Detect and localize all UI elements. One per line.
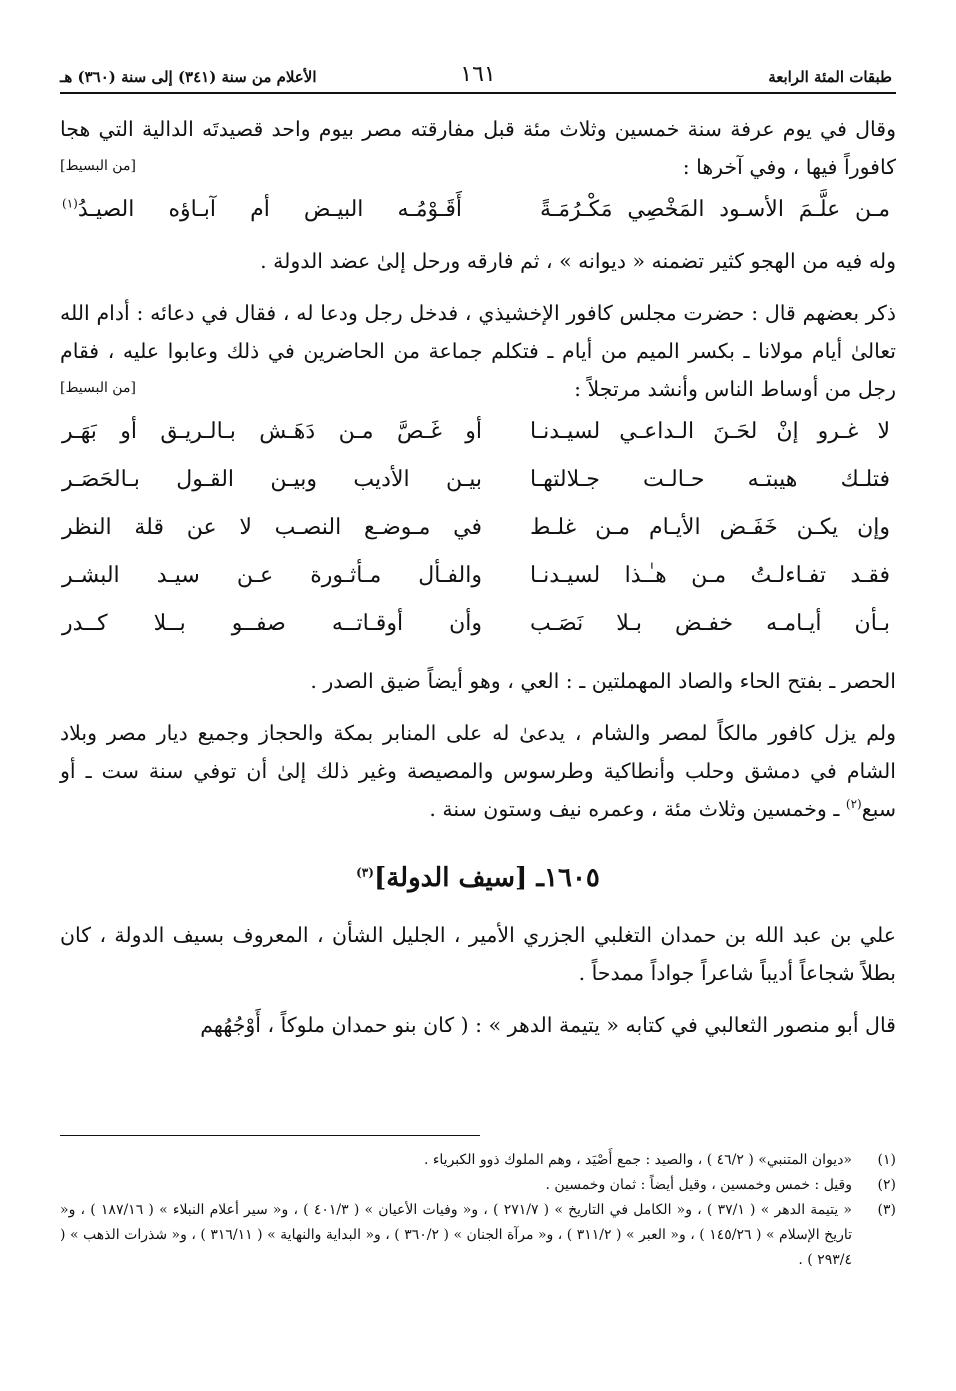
verse-second-hemistich: بيـن الأديب وبيـن القـول بـالحَصَـر bbox=[62, 467, 482, 492]
verse-second-hemistich: في مـوضـع النصـب لا عن قلة النظر bbox=[62, 515, 482, 540]
footnote-rule bbox=[60, 1135, 480, 1136]
verse-line bbox=[60, 456, 896, 504]
poem bbox=[60, 408, 896, 648]
verse-first-hemistich: فتلـك هيبتـه حـالـت جـلالتهـا bbox=[530, 467, 890, 492]
paragraph-biography: علي بن عبد الله بن حمدان التغلبي الجزري الأمير ، الجليل الشأن ، المعروف بسيف الدولة ، كان بطلاً شجاعاً أديباً شاعراً جواداً ممدحاً . bbox=[60, 923, 896, 985]
verse-line bbox=[60, 186, 896, 234]
footnote bbox=[60, 1173, 896, 1198]
verse-second-hemistich bbox=[60, 191, 462, 229]
header-rule bbox=[60, 92, 896, 94]
verse-first-hemistich: مـن علَّـمَ الأسـود المَخْصِي مَكْـرُمَـةً bbox=[540, 197, 890, 222]
header-year-range: الأعلام من سنة (٣٤١) إلى سنة (٣٦٠) هـ bbox=[60, 68, 317, 86]
paragraph-ode-intro: وقال في يوم عرفة سنة خمسين وثلاث مئة قبل مفارقته مصر بيوم واحد قصيدتَه الدالية التي هجا كافوراً فيها ، وفي آخرها : bbox=[60, 117, 896, 179]
meter-label: [من البسيط] bbox=[60, 380, 136, 396]
verse-first-hemistich: بـأن أيـامـه خفـض بـلا نَصَـب bbox=[530, 611, 890, 636]
paragraph-gloss: الحصر ـ بفتح الحاء والصاد المهملتين ـ : العي ، وهو أيضاً ضيق الصدر . bbox=[310, 669, 896, 693]
header-section-title: طبقات المئة الرابعة bbox=[768, 68, 892, 86]
footnote-ref: (٢) bbox=[845, 797, 862, 812]
verse-line bbox=[60, 552, 896, 600]
footnote-text: وقيل : خمس وخمسين ، وقيل أيضاً : ثمان وخمسين . bbox=[545, 1177, 852, 1193]
running-header bbox=[60, 62, 896, 92]
footnotes bbox=[60, 1148, 896, 1273]
verse-second-hemistich: وأن أوقـاتــه صفــو بــلا كــدر bbox=[62, 611, 482, 636]
verse-line bbox=[60, 600, 896, 648]
verse-line bbox=[60, 408, 896, 456]
verse-second-hemistich-text: أَقَـوْمُـه البيـض أم آبـاؤه الصيـدُ bbox=[77, 197, 462, 222]
paragraph-diwan: وله فيه من الهجو كثير تضمنه « ديوانه » ، ثم فارقه ورحل إلىٰ عضد الدولة . bbox=[260, 249, 896, 273]
page-number: ١٦١ bbox=[460, 62, 496, 87]
meter-label: [من البسيط] bbox=[60, 158, 136, 174]
verse-line bbox=[60, 504, 896, 552]
verse-first-hemistich: لا غـرو إنْ لحَـنَ الـداعـي لسيـدنـا bbox=[530, 419, 890, 444]
footnote-text: «ديوان المتنبي» ( ٤٦/٢ ) ، والصيد : جمع أَصْيَد ، وهم الملوك ذوو الكبرياء . bbox=[423, 1152, 852, 1168]
footnote-ref: (٣) bbox=[356, 865, 374, 880]
entry-heading-text: ١٦٠٥ـ [سيف الدولة] bbox=[373, 863, 600, 893]
paragraph-thaalibi-quote: قال أبو منصور الثعالبي في كتابه « يتيمة الدهر » : ( كان بنو حمدان ملوكاً ، أَوْجُهُهم bbox=[200, 1013, 896, 1037]
footnote-number: (١) bbox=[877, 1152, 896, 1168]
paragraph-anecdote: ذكر بعضهم قال : حضرت مجلس كافور الإخشيذي ، فدخل رجل ودعا له ، فقال في دعائه : أدام الله تعالىٰ أيام مولانا ـ بكسر الميم من أيام ـ فتكلم جماعة من الحاضرين في ذلك وعابوا عليه ، فقام رجل من أوساط الناس وأنشد مرتجلاً : bbox=[60, 301, 896, 401]
verse-second-hemistich: أو غَـصَّ مـن دَهَـش بـالـريـق أو بَهَـر bbox=[62, 419, 482, 444]
footnote-ref: (١) bbox=[62, 196, 78, 211]
entry-heading bbox=[60, 858, 896, 898]
footnote-text: « يتيمة الدهر » ( ٣٧/١ ) ، و« الكامل في التاريخ » ( ٢٧١/٧ ) ، و« وفيات الأعيان » ( ٤٠١/٣ ) ، و« سير أعلام النبلاء » ( ١٨٧/١٦ ) ، و« تاريخ الإسلام » ( ١٤٥/٢٦ ) ، و« العبر » ( ٣١١/٢ ) ، و« مرآة الجنان » ( ٣٦٠/٢ ) ، و« البداية والنهاية » ( ٣١٦/١١ ) ، و« شذرات الذهب » ( ٢٩٣/٤ ) . bbox=[60, 1202, 853, 1268]
footnote bbox=[60, 1198, 896, 1273]
footnote bbox=[60, 1148, 896, 1173]
footnote-number: (٣) bbox=[877, 1202, 896, 1218]
paragraph-kafur-rule bbox=[60, 714, 896, 828]
verse-second-hemistich: والفـأل مـأثـورة عـن سيـد البشـر bbox=[62, 563, 482, 588]
main-text bbox=[60, 110, 896, 1044]
verse-first-hemistich: وإن يكـن خَفَـض الأيـام مـن غلـط bbox=[530, 515, 890, 540]
paragraph-kafur-rule-end: ـ وخمسين وثلاث مئة ، وعمره نيف وستون سنة . bbox=[429, 797, 840, 821]
verse-first-hemistich: فقـد تفـاءلـتُ مـن هـٰـذا لسيـدنـا bbox=[530, 563, 890, 588]
footnote-number: (٢) bbox=[877, 1177, 896, 1193]
book-page bbox=[60, 50, 896, 1350]
paragraph-kafur-rule-text: ولم يزل كافور مالكاً لمصر والشام ، يدعىٰ له على المنابر بمكة والحجاز وجميع ديار مصر وبلاد الشام في دمشق وحلب وأنطاكية وطرسوس والمصيصة وغير ذلك إلىٰ أن توفي سنة ست ـ أو سبع bbox=[60, 721, 896, 821]
